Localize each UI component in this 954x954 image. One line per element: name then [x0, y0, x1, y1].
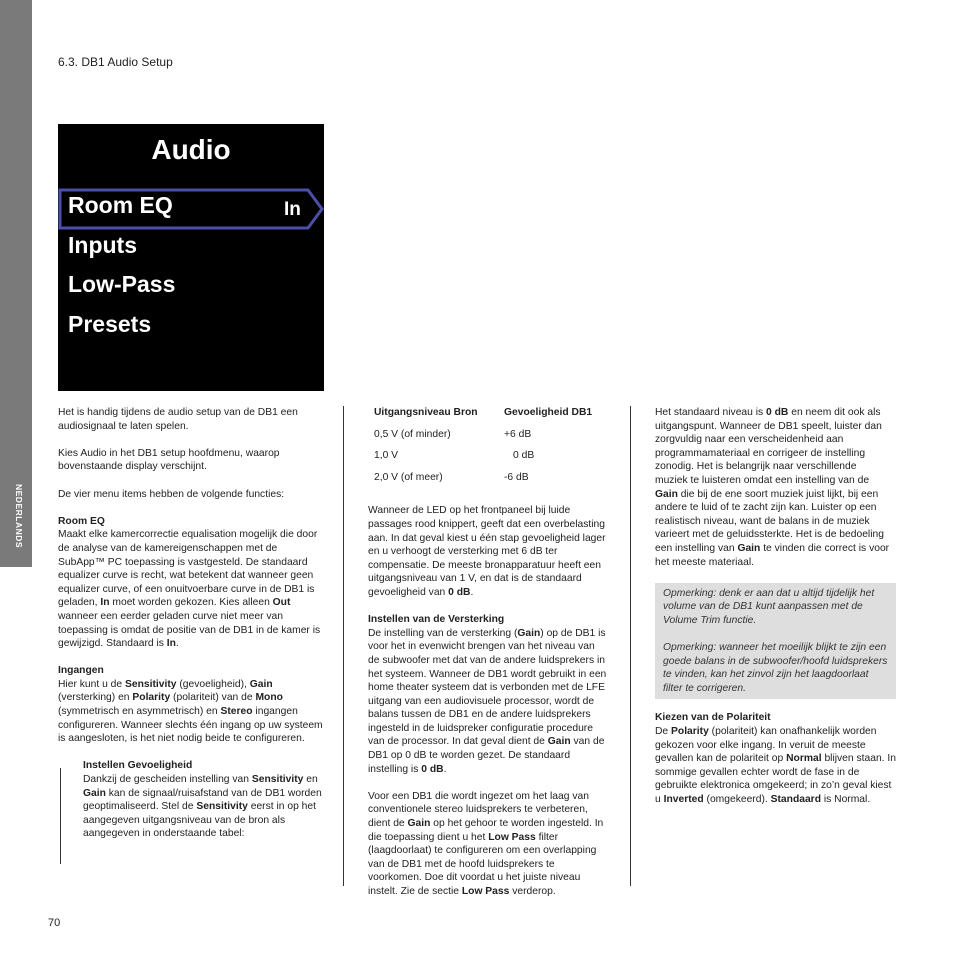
column-3	[655, 406, 896, 820]
gevoeligheid-section	[83, 759, 327, 841]
gevoeligheid-heading: Instellen Gevoeligheid	[83, 760, 193, 772]
led-paragraph: Wanneer de LED op het frontpaneel bij luide passages rood knippert, geeft dat een overbelasting aan. In dat geval kiest u één stap gevoeligheid lager en u verhoogt de versterking met 6 dB ter compensatie. De meeste bronapparatuur heeft een uitgangsniveau van 1 V, en dat is de standaard gevoeligheid van 0 dB.	[368, 505, 606, 598]
page-number: 70	[48, 917, 61, 929]
table-row: 0,5 V (of minder) +6 dB	[374, 428, 532, 440]
room-eq-heading: Room EQ	[58, 515, 105, 527]
sensitivity-table	[368, 406, 592, 492]
stereo-paragraph: Voor een DB1 die wordt ingezet om het laag van conventionele stereo luidsprekers te verbeteren, dient de Gain op het gehoor te worden ingesteld. In die toepassing dient u het Low Pass filter (laagdoorlaat) te configureren om een overlapping van de DB1 met de hoofd luidsprekers te voorkomen. Doe dit voordat u het juiste niveau instelt. Zie de sectie Low Pass verderop.	[368, 790, 604, 897]
menu-item-presets[interactable]: Presets	[68, 311, 152, 337]
gain-paragraph: Het standaard niveau is 0 dB en neem dit ook als uitgangspunt. Wanneer de DB1 speelt, luister dan zorgvuldig naar een verscheidenheid aan programmamateriaal en corrigeer de instelling zonodig. Het is belangrijk naar verschillende muziek te luisteren omdat een instelling van de Gain die bij de ene soort muziek juist lijkt, bij een andere te luid of te zacht zijn kan. Luister op een realistisch niveau, want de balans in de muziek varieert met de geluidssterkte. Het is de bedoeling een instelling van Gain te vinden die correct is voor het meeste materiaal.	[655, 407, 890, 568]
ingangen-heading: Ingangen	[58, 665, 104, 677]
versterking-paragraph: De instelling van de versterking (Gain) op de DB1 is voor het in evenwicht brengen van het niveau van de subwoofer met dat van de andere luidsprekers in het systeem. Wanneer de DB1 wordt gebruikt in een home theater systeem dat is verbonden met de LFE uitgang van een audiovisuele processor, wordt de balans tussen de DB1 en de andere luidsprekers ingesteld in de luidspreker configuratie procedure van de processor. In dat geval dient de Gain van de DB1 op 0 dB te worden gezet. De standaard instelling is 0 dB.	[368, 627, 607, 775]
column-2	[368, 406, 608, 912]
column-divider-1	[343, 406, 344, 886]
section-header: 6.3. DB1 Audio Setup	[58, 55, 173, 69]
audio-display-screen	[58, 124, 324, 391]
note-volume-trim: Opmerking: denk er aan dat u altijd tijdelijk het volume van de DB1 kunt aanpassen met de Volume Trim functie.	[663, 587, 875, 626]
language-sidebar	[0, 0, 32, 567]
room-eq-paragraph: Maakt elke kamercorrectie equalisation mogelijk die door de analyse van de kamereigenschappen met de SubApp™ PC toepassing is vastgesteld. De standaard equalizer curve is recht, wat betekent dat wanneer geen equalizer curve, of een onuitvoerbare curve in de DB1 is geladen, In moet worden gekozen. Kies alleen Out wanneer een eerder geladen curve niet meer van toepassing is omdat de positie van de DB1 in de kamer is gewijzigd. Standaard is In.	[58, 529, 321, 650]
table-row: 2,0 V (of meer) -6 dB	[374, 471, 529, 483]
menu-item-inputs[interactable]: Inputs	[68, 232, 137, 258]
menu-item-low-pass[interactable]: Low-Pass	[68, 271, 176, 297]
gevoeligheid-indent-rule	[60, 768, 61, 864]
polariteit-paragraph: De Polarity (polariteit) kan onafhankelijk worden gekozen voor elke ingang. In veruit de meeste gevallen kan de polariteit op Normal blijven staan. In sommige gevallen echter wordt de fase in de gebruikte elektronica omgekeerd; in zo’n geval kiest u Inverted (omgekeerd). Standaard is Normal.	[655, 726, 896, 806]
table-header-sensitivity: Gevoeligheid DB1	[504, 407, 593, 418]
intro-paragraph-3: De vier menu items hebben de volgende functies:	[58, 488, 285, 500]
column-divider-2	[630, 406, 631, 886]
table-header-source: Uitgangsniveau Bron	[374, 407, 478, 418]
ingangen-paragraph: Hier kunt u de Sensitivity (gevoeligheid), Gain (versterking) en Polarity (polariteit) van de Mono (symmetrisch en asymmetrisch) en Stereo ingangen configureren. Wanneer slechts één ingang op uw systeem is aangesloten, is het niet nodig beide te configureren.	[58, 678, 323, 745]
table-row: 1,0 V 0 dB	[374, 450, 535, 462]
language-label: NEDERLANDS	[14, 484, 24, 549]
intro-paragraph-2: Kies Audio in het DB1 setup hoofdmenu, waarop bovenstaande display verschijnt.	[58, 447, 280, 473]
column-1	[58, 406, 326, 855]
versterking-heading: Instellen van de Versterking	[368, 614, 505, 626]
polariteit-heading: Kiezen van de Polariteit	[655, 712, 771, 724]
note-low-pass: Opmerking: wanneer het moeilijk blijkt te zijn een goede balans in de subwoofer/hoofd luidsprekers te vinden, kan het zinvol zijn het laagdoorlaat filter te corrigeren.	[663, 642, 888, 694]
note-box	[655, 583, 896, 700]
screen-title: Audio	[151, 134, 231, 165]
gevoeligheid-paragraph: Dankzij de gescheiden instelling van Sensitivity en Gain kan de signaal/ruisafstand van de DB1 worden geoptimaliseerd. Stel de Sensitivity eerst in op het aangegeven uitgangsniveau van de bron als aangegeven in onderstaande tabel:	[83, 774, 322, 840]
menu-item-room-eq[interactable]: Room EQ	[68, 192, 173, 218]
room-eq-value: In	[284, 199, 301, 220]
intro-paragraph-1: Het is handig tijdens de audio setup van de DB1 een audiosignaal te laten spelen.	[58, 407, 298, 432]
